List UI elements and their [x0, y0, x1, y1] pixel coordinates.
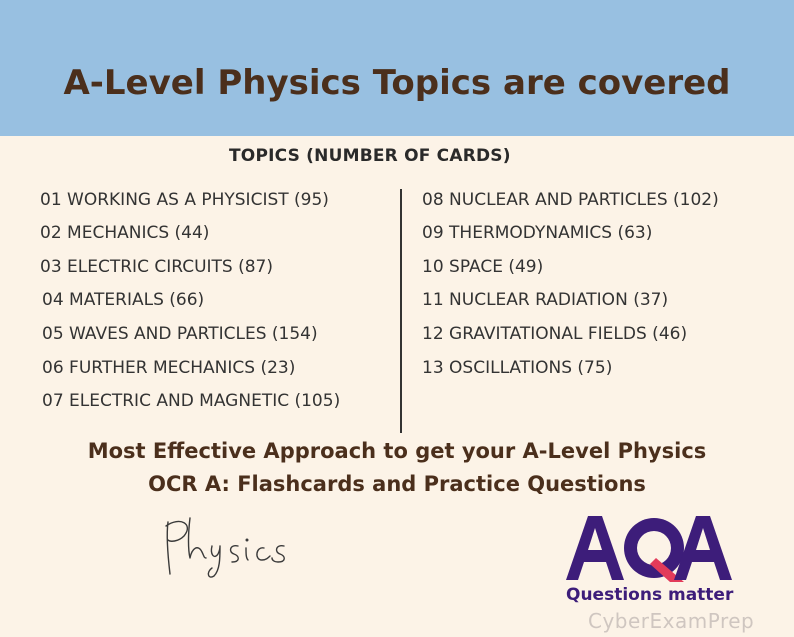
topic-item: 10 SPACE (49): [422, 257, 544, 277]
column-divider: [400, 189, 402, 433]
topic-item: 08 NUCLEAR AND PARTICLES (102): [422, 190, 719, 210]
header-banner: [0, 0, 794, 136]
watermark: CyberExamPrep: [588, 609, 755, 633]
topic-item: 05 WAVES AND PARTICLES (154): [42, 324, 318, 344]
page-title: A-Level Physics Topics are covered: [63, 63, 731, 103]
topic-item: 04 MATERIALS (66): [42, 290, 205, 310]
aqa-logo: [562, 510, 732, 586]
physics-signature: [160, 512, 300, 582]
topic-item: 02 MECHANICS (44): [40, 223, 210, 243]
topic-item: 01 WORKING AS A PHYSICIST (95): [40, 190, 329, 210]
tagline-line-2: OCR A: Flashcards and Practice Questions: [148, 472, 646, 496]
topic-item: 12 GRAVITATIONAL FIELDS (46): [422, 324, 688, 344]
topic-item: 13 OSCILLATIONS (75): [422, 358, 613, 378]
logo-subtitle: Questions matter: [566, 585, 734, 605]
tagline-line-1: Most Effective Approach to get your A-Level Physics: [87, 439, 707, 463]
topic-item: 09 THERMODYNAMICS (63): [422, 223, 653, 243]
topic-item: 07 ELECTRIC AND MAGNETIC (105): [42, 391, 341, 411]
topic-item: 06 FURTHER MECHANICS (23): [42, 358, 296, 378]
topic-item: 11 NUCLEAR RADIATION (37): [422, 290, 669, 310]
topics-heading: TOPICS (NUMBER OF CARDS): [229, 146, 511, 166]
topic-item: 03 ELECTRIC CIRCUITS (87): [40, 257, 273, 277]
